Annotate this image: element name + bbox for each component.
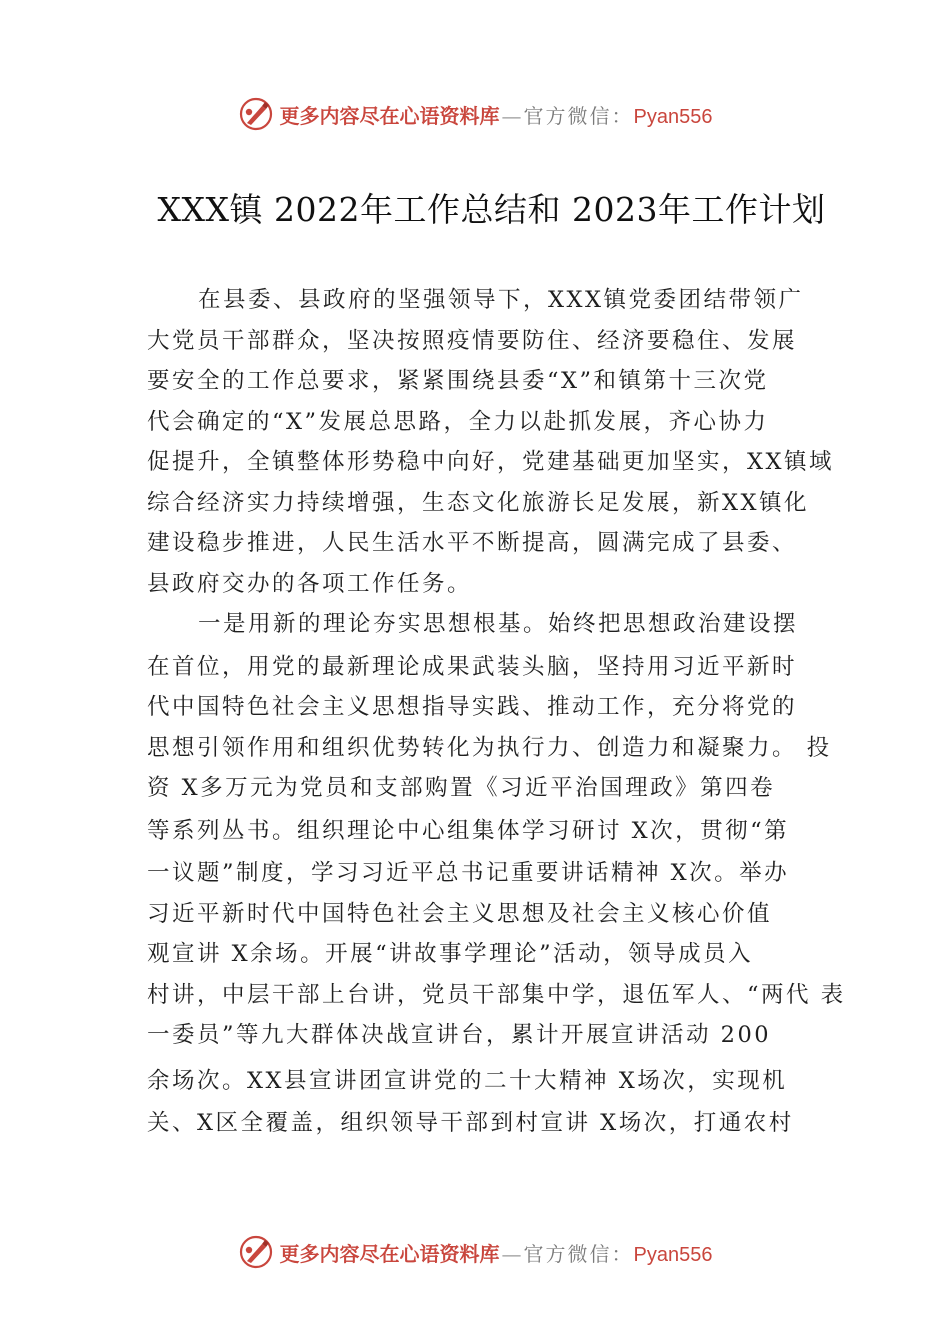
document-body [147, 280, 846, 1144]
watermark-contact-id: Pyan556 [633, 105, 713, 128]
paragraph-line: 一议题”制度，学习习近平总书记重要讲话精神 X次。举办 [147, 860, 790, 886]
paragraph-line: 综合经济实力持续增强，生态文化旅游长足发展，新XX镇化 [147, 489, 810, 516]
watermark-separator: — [501, 1241, 522, 1266]
paragraph-line: 村讲，中层干部上台讲，党员干部集中学，退伍军人、“两代 表 [147, 981, 846, 1008]
paragraph-line: 资 X多万元为党员和支部购置《习近平治国理政》第四卷 [147, 775, 776, 801]
watermark-brand: 更多内容尽在心语资料库 [279, 1241, 500, 1266]
paragraph-line: 一是用新的理论夯实思想根基。始终把思想政治建设摆 [198, 611, 799, 637]
pen-logo-icon [238, 1234, 274, 1270]
top-watermark [0, 92, 950, 136]
paragraph-line: 关、X区全覆盖，组织领导干部到村宣讲 X场次，打通农村 [147, 1110, 794, 1136]
paragraph-line: 等系列丛书。组织理论中心组集体学习研讨 X次，贯彻“第 [147, 817, 790, 844]
paragraph-line: 观宣讲 X余场。开展“讲故事学理论”活动，领导成员入 [147, 941, 754, 967]
watermark-separator: — [501, 103, 522, 128]
paragraph-line: 在首位，用党的最新理论成果武装头脑，坚持用习近平新时 [147, 653, 798, 680]
paragraph-line: 促提升，全镇整体形势稳中向好，党建基础更加坚实，XX镇域 [147, 449, 835, 475]
paragraph-line: 代中国特色社会主义思想指导实践、推动工作，充分将党的 [147, 694, 798, 720]
watermark-contact-id: Pyan556 [633, 1243, 713, 1266]
paragraph-line: 要安全的工作总要求，紧紧围绕县委“X”和镇第十三次党 [147, 368, 769, 394]
watermark-contact-label: 官方微信： [523, 1241, 634, 1266]
paragraph-line: 一委员”等九大群体决战宣讲台，累计开展宣讲活动 200 [147, 1022, 772, 1048]
paragraph-line: 余场次。XX县宣讲团宣讲党的二十大精神 X场次，实现机 [147, 1067, 788, 1094]
bottom-watermark [0, 1230, 950, 1274]
paragraph-line: 在县委、县政府的坚强领导下，XXX镇党委团结带领广 [198, 287, 804, 313]
pen-logo-icon [238, 96, 274, 132]
paragraph-line: 县政府交办的各项工作任务。 [147, 570, 473, 597]
paragraph-line: 习近平新时代中国特色社会主义思想及社会主义核心价值 [147, 900, 773, 927]
paragraph-line: 建设稳步推进，人民生活水平不断提高，圆满完成了县委、 [147, 530, 798, 556]
document-title: XXX镇 2022年工作总结和 2023年工作计划 [157, 190, 826, 229]
watermark-contact-label: 官方微信： [523, 103, 634, 128]
watermark-brand: 更多内容尽在心语资料库 [279, 103, 500, 128]
paragraph-line: 大党员干部群众，坚决按照疫情要防住、经济要稳住、发展 [147, 327, 798, 354]
paragraph-line: 代会确定的“X”发展总思路，全力以赴抓发展，齐心协力 [147, 408, 769, 435]
paragraph-line: 思想引领作用和组织优势转化为执行力、创造力和凝聚力。 投 [147, 734, 832, 761]
